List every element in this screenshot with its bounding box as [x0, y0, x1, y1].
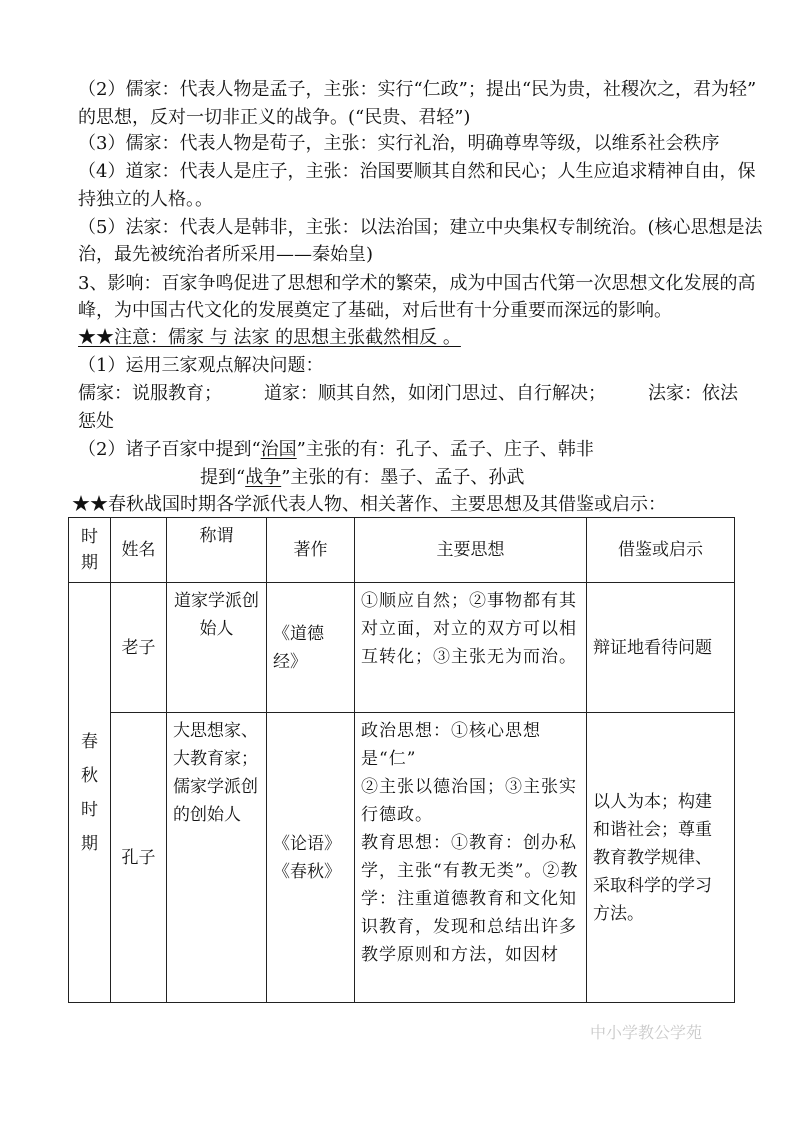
laozi-title: 道家学派创始人: [167, 583, 267, 713]
question-1: （1）运用三家观点解决问题：: [78, 355, 324, 376]
table-row: [69, 713, 735, 1003]
confucius-thought-education: 教育思想：①教育：创办私学，主张“有教无类”。②教学：注重道德教育和文化知识教育，发现和总结出许多教学原则和方法，如因材: [361, 833, 579, 965]
question-2b: [200, 466, 740, 490]
laozi-thought: ①顺应自然；②事物都有其对立面，对立的双方可以相互转化；③主张无为而治。: [355, 583, 587, 713]
confucius-name: 孔子: [111, 713, 167, 1003]
text-line-influence-cont: 峰，为中国古代文化的发展奠定了基础，对后世有十分重要而深远的影响。: [78, 300, 672, 321]
laozi-lesson: 辩证地看待问题: [587, 583, 735, 713]
header-period: 时期: [69, 518, 111, 583]
keyword-war: 战争: [245, 467, 282, 488]
schools-table: [68, 517, 735, 1003]
header-works: 著作: [267, 518, 355, 583]
table-title: ★★春秋战国时期各学派代表人物、相关著作、主要思想及其借鉴或启示：: [72, 494, 666, 515]
text-line-zhuangzi-cont: 持独立的人格。。: [78, 189, 213, 210]
header-name: 姓名: [111, 518, 167, 583]
confucius-thought-politics-cont: ②主张以德治国；③主张实行德政。: [361, 777, 577, 825]
table-row: [69, 583, 735, 713]
question-2a: [78, 438, 738, 462]
table-header-row: [69, 518, 735, 583]
daoist-answer: 道家：顺其自然，如闭门思过、自行解决；: [264, 383, 606, 404]
question-2b-post: ”主张的有：墨子、孟子、孙武: [281, 467, 525, 488]
confucius-lesson: 以人为本；构建和谐社会；尊重教育教学规律、采取科学的学习方法。: [587, 713, 735, 1003]
header-thought: 主要思想: [355, 518, 587, 583]
text-line-hanfei-cont: 治，最先被统治者所采用——秦始皇): [78, 244, 374, 265]
header-title: 称谓: [167, 518, 267, 583]
legalist-answer: 法家：依法: [648, 383, 738, 404]
confucian-answer: 儒家：说服教育；: [78, 383, 222, 404]
three-schools-row: [78, 382, 738, 406]
confucius-title: 大思想家、大教育家；儒家学派创的创始人: [167, 713, 267, 1003]
keyword-governance: 治国: [260, 439, 297, 460]
question-2b-pre: 提到“: [200, 467, 246, 488]
header-lesson: 借鉴或启示: [587, 518, 735, 583]
laozi-name: 老子: [111, 583, 167, 713]
text-line-mencius: （2）儒家：代表人物是孟子，主张：实行“仁政”；提出“民为贵，社稷次之，君为轻”: [78, 79, 757, 100]
question-2a-pre: （2）诸子百家中提到“: [78, 439, 261, 460]
text-line-xunzi: （3）儒家：代表人物是荀子，主张：实行礼治，明确尊卑等级，以维系社会秩序: [78, 133, 720, 154]
note-heading: ★★注意：儒家 与 法家 的思想主张截然相反 。: [78, 327, 461, 348]
confucius-works: 《论语》《春秋》: [267, 713, 355, 1003]
legalist-answer-cont: 惩处: [78, 411, 114, 432]
confucius-thought: [355, 713, 587, 1003]
text-line-influence: 3、影响：百家争鸣促进了思想和学术的繁荣，成为中国古代第一次思想文化发展的高: [78, 273, 756, 294]
laozi-works: 《道德经》: [267, 583, 355, 713]
watermark: 中小学教公学苑: [590, 1023, 703, 1042]
text-line-zhuangzi: （4）道家：代表人是庄子，主张：治国要顺其自然和民心；人生应追求精神自由，保: [78, 161, 756, 182]
text-line-mencius-cont: 的思想，反对一切非正义的战争。(“民贵、君轻”): [78, 107, 471, 128]
question-2a-post: ”主张的有：孔子、孟子、庄子、韩非: [296, 439, 594, 460]
confucius-thought-politics: 政治思想：①核心思想是“仁”: [361, 721, 541, 769]
text-line-hanfei: （5）法家：代表人是韩非，主张：以法治国；建立中央集权专制统治。(核心思想是法: [78, 217, 763, 238]
period-cell: 春秋时期: [69, 583, 111, 1003]
